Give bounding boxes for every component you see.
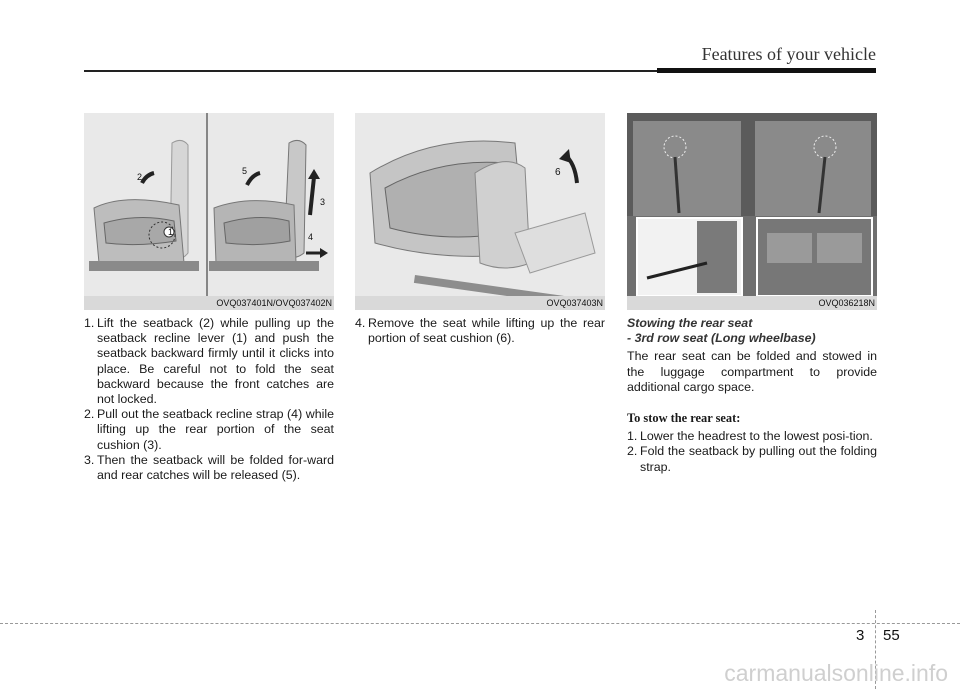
list-item: 4. Remove the seat while lifting up the rear portion of seat cushion (6).	[355, 316, 605, 346]
list-item: 1. Lower the headrest to the lowest posi-tion.	[627, 429, 873, 444]
list-item: 1. Lift the seatback (2) while pulling up the seatback recline lever (1) and push the seatback backward firmly until it clicks into place. Be careful not to fold the seat backward because the front catches are not locked.	[84, 316, 334, 407]
header-rule-accent	[657, 68, 876, 73]
column-1-text	[84, 316, 334, 483]
list-item: 3. Then the seatback will be folded for-ward and rear catches will be released (5).	[84, 452, 334, 483]
figure-rear-seat-stow	[627, 113, 877, 310]
figure-caption: OVQ036218N	[627, 296, 877, 310]
figure-seat-recline	[84, 113, 334, 310]
figure-caption: OVQ037403N	[355, 296, 605, 310]
seat-removal-illustration	[355, 113, 605, 296]
page-header-title: Features of your vehicle	[701, 44, 876, 64]
list-item-text: Remove the seat while lifting up the rear portion of seat cushion (6).	[368, 316, 605, 346]
callout-5: 5	[242, 166, 248, 176]
list-item-text: Pull out the seatback recline strap (4) while lifting up the rear portion of the seat cushion (3).	[97, 407, 334, 452]
figure-caption: OVQ037401N/OVQ037402N	[84, 296, 334, 310]
footer-rule	[0, 623, 960, 624]
section-subheading: - 3rd row seat (Long wheelbase)	[627, 331, 816, 346]
section-paragraph: The rear seat can be folded and stowed in the luggage compartment to provide additional cargo space.	[627, 349, 877, 394]
list-item-text: Lower the headrest to the lowest posi-tion.	[640, 429, 873, 444]
page-number: 55	[883, 627, 900, 644]
list-item: 2. Fold the seatback by pulling out the folding strap.	[627, 444, 877, 474]
chapter-number: 3	[856, 627, 865, 644]
column-2-text	[355, 316, 605, 346]
section-heading: Stowing the rear seat	[627, 316, 753, 330]
list-item-text: Lift the seatback (2) while pulling up the seatback recline lever (1) and push the seatback backward firmly until it clicks into place. Be careful not to fold the seat backward because the front catches are not locked.	[97, 316, 334, 407]
callout-1: 1	[168, 227, 174, 237]
callout-6: 6	[555, 167, 561, 178]
rear-seat-stow-photo	[627, 113, 877, 296]
watermark: carmanualsonline.info	[724, 660, 948, 686]
figure-seat-removal	[355, 113, 605, 310]
list-item-text: Then the seatback will be folded for-ward and rear catches will be released (5).	[97, 452, 334, 483]
callout-4: 4	[308, 232, 314, 242]
list-item: 2. Pull out the seatback recline strap (4) while lifting up the rear portion of the seat cushion (3).	[84, 407, 334, 452]
callout-2: 2	[137, 172, 143, 182]
seat-recline-illustration	[84, 113, 334, 296]
callout-3: 3	[320, 197, 326, 207]
list-item-text: Fold the seatback by pulling out the folding strap.	[640, 444, 877, 474]
column-3-text	[627, 316, 877, 475]
procedure-title: To stow the rear seat:	[627, 411, 741, 426]
